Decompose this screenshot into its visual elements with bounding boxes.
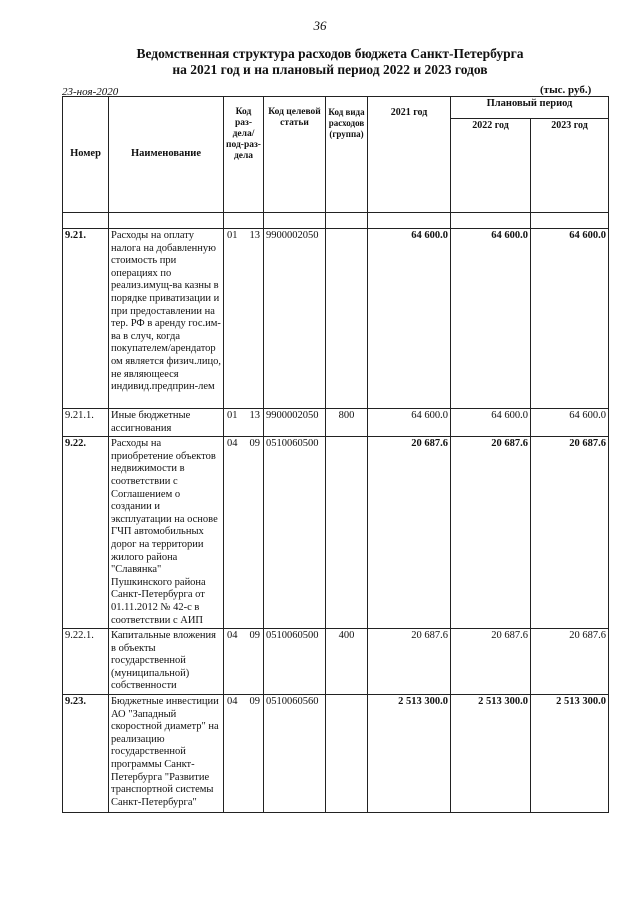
row-subsection-code: 09 <box>249 438 260 450</box>
table-row <box>63 409 609 437</box>
header-spacer-cell <box>63 213 109 229</box>
row-section-code: 04 <box>227 630 238 642</box>
header-division: Код раз-дела/ под-раз-дела <box>224 97 264 213</box>
row-amount-2023: 20 687.6 <box>531 437 609 629</box>
row-name: Бюджетные инвестиции АО "Западный скоростной диаметр" на реализацию государственной программы Санкт-Петербурга "Развитие транспортной системы Санкт-Петербурга" <box>109 695 224 813</box>
row-number: 9.21. <box>63 229 109 409</box>
row-division <box>224 229 264 409</box>
budget-table <box>62 96 609 813</box>
document-date: 23-ноя-2020 <box>62 86 119 98</box>
row-amount-2022: 2 513 300.0 <box>451 695 531 813</box>
header-spacer-cell <box>264 213 326 229</box>
page-number: 36 <box>313 18 327 33</box>
row-name: Расходы на оплату налога на добавленную стоимость при операциях по реализ.имущ-ва казны в порядке приватизации и при предоставлении на тер. РФ в аренду гос.им-ва в случ, когда покупателем/арендатор ом является физич.лицо, не являющееся индивид.предприн-лем <box>109 229 224 409</box>
row-amount-2021: 20 687.6 <box>368 437 451 629</box>
row-amount-2023: 64 600.0 <box>531 229 609 409</box>
header-spacer-cell <box>368 213 451 229</box>
row-amount-2022: 64 600.0 <box>451 409 531 437</box>
row-amount-2022: 64 600.0 <box>451 229 531 409</box>
row-section-code: 01 <box>227 410 238 421</box>
row-number: 9.22. <box>63 437 109 629</box>
table-row <box>63 629 609 695</box>
row-division <box>224 695 264 813</box>
row-amount-2022: 20 687.6 <box>451 629 531 695</box>
row-amount-2021: 2 513 300.0 <box>368 695 451 813</box>
budget-table-wrapper <box>62 96 609 813</box>
row-subsection-code: 13 <box>249 410 260 421</box>
row-target-code: 0510060500 <box>264 437 326 629</box>
table-row <box>63 229 609 409</box>
row-division <box>224 409 264 437</box>
header-type: Код вида расходов (группа) <box>326 97 368 213</box>
row-type-code: 800 <box>326 409 368 437</box>
row-type-code: 400 <box>326 629 368 695</box>
header-spacer-cell <box>451 213 531 229</box>
header-spacer-cell <box>109 213 224 229</box>
header-name: Наименование <box>109 97 224 213</box>
row-division <box>224 629 264 695</box>
row-target-code: 0510060500 <box>264 629 326 695</box>
row-type-code <box>326 695 368 813</box>
header-2021: 2021 год <box>368 97 451 213</box>
row-section-code: 04 <box>227 438 238 450</box>
header-number: Номер <box>63 97 109 213</box>
row-section-code: 04 <box>227 696 238 708</box>
row-type-code <box>326 229 368 409</box>
table-row <box>63 437 609 629</box>
row-type-code <box>326 437 368 629</box>
row-number: 9.22.1. <box>63 629 109 695</box>
row-amount-2022: 20 687.6 <box>451 437 531 629</box>
row-name: Иные бюджетные ассигнования <box>109 409 224 437</box>
row-subsection-code: 13 <box>249 230 260 241</box>
row-amount-2023: 64 600.0 <box>531 409 609 437</box>
header-target: Код целевой статьи <box>264 97 326 213</box>
row-section-code: 01 <box>227 230 238 241</box>
header-spacer-cell <box>531 213 609 229</box>
row-division <box>224 437 264 629</box>
row-subsection-code: 09 <box>249 696 260 708</box>
header-spacer-cell <box>224 213 264 229</box>
row-amount-2023: 2 513 300.0 <box>531 695 609 813</box>
header-2022: 2022 год <box>451 119 531 213</box>
table-row <box>63 695 609 813</box>
row-number: 9.21.1. <box>63 409 109 437</box>
title-line-1: Ведомственная структура расходов бюджета Санкт-Петербурга <box>136 46 524 61</box>
header-plan-period: Плановый период <box>451 97 609 119</box>
row-target-code: 9900002050 <box>264 409 326 437</box>
row-name: Капитальные вложения в объекты государственной (муниципальной) собственности <box>109 629 224 695</box>
row-target-code: 0510060560 <box>264 695 326 813</box>
row-amount-2023: 20 687.6 <box>531 629 609 695</box>
row-amount-2021: 64 600.0 <box>368 229 451 409</box>
header-spacer-cell <box>326 213 368 229</box>
row-subsection-code: 09 <box>249 630 260 642</box>
title-line-2: на 2021 год и на плановый период 2022 и 2023 годов <box>172 62 488 77</box>
row-name: Расходы на приобретение объектов недвижимости в соответствии с Соглашением о создании и эксплуатации на основе ГЧП автомобильных дорог на территории жилого района "Славянка" Пушкинского района Санкт-Петербурга от 01.11.2012 № 42-с в соответствии с АИП <box>109 437 224 629</box>
row-target-code: 9900002050 <box>264 229 326 409</box>
row-number: 9.23. <box>63 695 109 813</box>
units-label: (тыс. руб.) <box>540 84 592 96</box>
row-amount-2021: 20 687.6 <box>368 629 451 695</box>
header-2023: 2023 год <box>531 119 609 213</box>
row-amount-2021: 64 600.0 <box>368 409 451 437</box>
document-title <box>60 46 600 78</box>
